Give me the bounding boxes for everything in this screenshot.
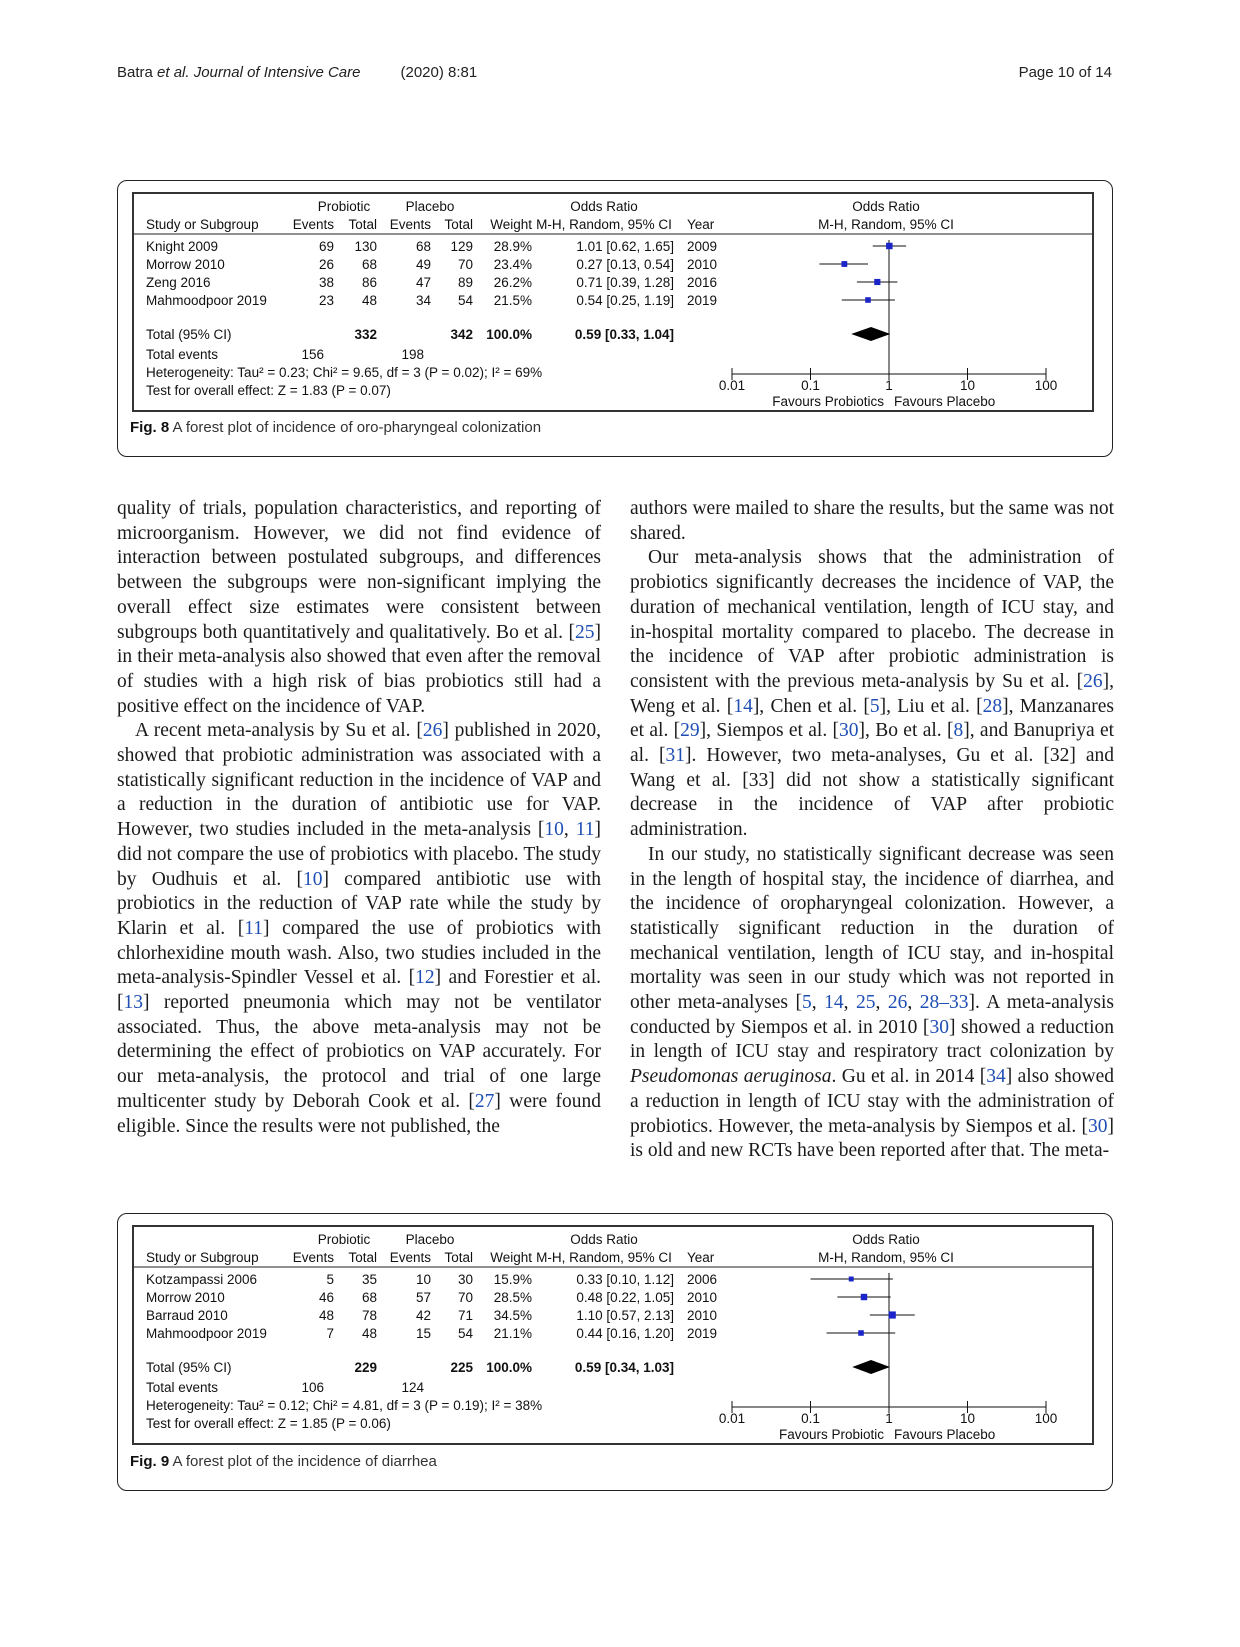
text-run: authors were mailed to share the results, but the same was not shared. <box>630 498 1114 544</box>
italic-text: Pseudomonas aeruginosa <box>630 1066 832 1088</box>
header-probiotic: Probiotic <box>317 1232 371 1247</box>
header-etal: et al. <box>152 64 190 81</box>
citation-link[interactable]: 30 <box>1088 1115 1108 1137</box>
figure-9-caption <box>130 1453 437 1470</box>
text-run: ], Liu et al. [ <box>879 695 983 717</box>
probiotic-events: 7 <box>326 1326 334 1341</box>
total-events-label: Total events <box>146 347 219 362</box>
citation-link[interactable]: 11 <box>244 917 264 939</box>
body-column-right <box>630 497 1114 1164</box>
placebo-total: 71 <box>457 1308 473 1323</box>
probiotic-total: 130 <box>354 239 377 254</box>
study-odds-ratio-ci: 0.33 [0.10, 1.12] <box>576 1272 674 1287</box>
header-method-plot: M-H, Random, 95% CI <box>818 1250 954 1265</box>
citation-link[interactable]: 11 <box>575 819 595 841</box>
study-odds-ratio-ci: 0.44 [0.16, 1.20] <box>576 1326 674 1341</box>
header-study: Study or Subgroup <box>146 1250 259 1265</box>
study-weight: 34.5% <box>493 1308 532 1323</box>
citation-link[interactable]: 13 <box>123 992 143 1014</box>
placebo-events: 10 <box>415 1272 431 1287</box>
text-run: ] were found eligible. Since the results were not published, the <box>117 1090 601 1137</box>
citation-link[interactable]: 30 <box>929 1016 949 1038</box>
study-odds-ratio-ci: 0.48 [0.22, 1.05] <box>576 1290 674 1305</box>
header-method: M-H, Random, 95% CI <box>536 1250 672 1265</box>
study-weight: 21.1% <box>493 1326 532 1341</box>
study-name: Knight 2009 <box>146 239 219 254</box>
forest-plot-svg-fig8 <box>134 194 1092 410</box>
placebo-events: 15 <box>415 1326 431 1341</box>
placebo-total: 54 <box>457 1326 473 1341</box>
study-odds-ratio-ci: 0.71 [0.39, 1.28] <box>576 275 674 290</box>
x-axis-tick-label: 1 <box>885 1411 893 1426</box>
favours-probiotic-label: Favours Probiotics <box>772 394 884 409</box>
study-year: 2010 <box>687 257 718 272</box>
citation-link[interactable]: 26 <box>1083 670 1103 692</box>
figure-9 <box>117 1213 1113 1491</box>
effect-size-marker <box>874 279 880 285</box>
text-run: In our study, no statistically significant decrease was seen in the length of hospital stay, the incidence of diarrhea, and the incidence of oropharyngeal colonization. However, a statistically significant reduction in the duration of mechanical ventilation, length of ICU stay, and in-hospital mortality was seen in our study which was not reported in other meta-analyses [ <box>630 843 1114 1014</box>
total-label: Total (95% CI) <box>146 327 232 342</box>
study-year: 2006 <box>687 1272 718 1287</box>
x-axis-tick-label: 10 <box>959 1411 976 1426</box>
text-run: ], Chen et al. [ <box>752 695 870 717</box>
x-axis-tick-label: 10 <box>959 378 976 393</box>
total-probiotic: 229 <box>354 1360 377 1375</box>
citation-link[interactable]: 30 <box>839 720 859 742</box>
header-events-1: Events <box>292 1250 334 1265</box>
citation-link[interactable]: 26 <box>422 720 443 742</box>
text-run: ] published in 2020, showed that probiotic administration was associated with a statistically significant reduction in the incidence of VAP and a reduction in the duration of antibiotic use for VAP. However, two studies included in the meta-analysis [ <box>117 720 601 841</box>
header-odds-ratio-plot: Odds Ratio <box>852 1232 920 1247</box>
total-events-probiotic: 106 <box>301 1380 324 1395</box>
placebo-total: 70 <box>457 257 473 272</box>
text-run: quality of trials, population characteristics, and reporting of microorganism. However, we did not find evidence of interaction between postulated subgroups, and differences between the subgroups were non-significant implying the overall effect size estimates were consistent between subgroups both quantitatively and qualitatively. Bo et al. [ <box>117 498 601 643</box>
pooled-effect-diamond <box>851 327 890 341</box>
study-name: Mahmoodpoor 2019 <box>146 1326 267 1341</box>
citation-link[interactable]: 10 <box>302 868 323 890</box>
header-total-2: Total <box>444 217 473 232</box>
citation-link[interactable]: 28–33 <box>919 992 969 1014</box>
text-run: , <box>875 992 888 1014</box>
probiotic-total: 86 <box>361 275 377 290</box>
text-run: , <box>843 992 857 1014</box>
text-run: ], Weng et al. [ <box>630 670 1114 717</box>
header-placebo: Placebo <box>405 1232 455 1247</box>
study-name: Kotzampassi 2006 <box>146 1272 258 1287</box>
header-total-2: Total <box>444 1250 473 1265</box>
figure-9-caption-text: A forest plot of the incidence of diarrhea <box>169 1453 437 1470</box>
favours-probiotic-label: Favours Probiotic <box>778 1427 884 1442</box>
x-axis-tick-label: 100 <box>1034 378 1058 393</box>
effect-size-marker <box>841 261 847 267</box>
header-events-2: Events <box>389 217 431 232</box>
placebo-events: 68 <box>415 239 431 254</box>
probiotic-events: 48 <box>318 1308 334 1323</box>
x-axis-tick-label: 0.01 <box>718 1411 746 1426</box>
placebo-events: 49 <box>415 257 431 272</box>
placebo-total: 30 <box>457 1272 473 1287</box>
running-header <box>117 64 477 81</box>
citation-link[interactable]: 14 <box>733 695 753 717</box>
header-method-plot: M-H, Random, 95% CI <box>818 217 954 232</box>
header-odds-ratio: Odds Ratio <box>570 199 638 214</box>
citation-link[interactable]: 8 <box>953 720 964 742</box>
citation-link[interactable]: 31 <box>665 745 685 767</box>
study-year: 2010 <box>687 1308 718 1323</box>
citation-link[interactable]: 28 <box>982 695 1003 717</box>
x-axis-tick-label: 100 <box>1034 1411 1058 1426</box>
placebo-events: 57 <box>415 1290 431 1305</box>
probiotic-total: 68 <box>361 1290 377 1305</box>
study-name: Barraud 2010 <box>146 1308 228 1323</box>
probiotic-events: 5 <box>326 1272 334 1287</box>
overall-effect-test: Test for overall effect: Z = 1.83 (P = 0.07) <box>146 383 391 398</box>
text-run: ] in their meta-analysis also showed that even after the removal of studies with a high risk of bias probiotics still had a positive effect on the incidence of VAP. <box>117 621 601 717</box>
heterogeneity-statistic: Heterogeneity: Tau² = 0.23; Chi² = 9.65, df = 3 (P = 0.02); I² = 69% <box>146 365 543 380</box>
header-probiotic: Probiotic <box>317 199 371 214</box>
total-label: Total (95% CI) <box>146 1360 232 1375</box>
citation-link[interactable]: 25 <box>575 621 595 643</box>
header-journal: Journal of Intensive Care <box>189 64 361 81</box>
text-run: ] compared the use of probiotics with chlorhexidine mouth wash. Also, two studies included in the meta-analysis-Spindler Vessel et al. [ <box>117 917 601 989</box>
x-axis-tick-label: 0.1 <box>801 378 820 393</box>
probiotic-total: 35 <box>361 1272 377 1287</box>
total-events-placebo: 124 <box>401 1380 424 1395</box>
text-run: ] did not compare the use of probiotics with placebo. The study by Oudhuis et al. [ <box>117 819 602 890</box>
x-axis-tick-label: 0.01 <box>718 378 746 393</box>
header-odds-ratio: Odds Ratio <box>570 1232 638 1247</box>
study-name: Mahmoodpoor 2019 <box>146 293 267 308</box>
effect-size-marker <box>865 297 871 303</box>
left-paragraph-2 <box>117 719 601 1139</box>
study-weight: 28.5% <box>493 1290 532 1305</box>
total-weight: 100.0% <box>486 1360 532 1375</box>
study-odds-ratio-ci: 0.54 [0.25, 1.19] <box>576 293 674 308</box>
text-run: ], Bo et al. [ <box>858 720 954 742</box>
total-placebo: 342 <box>450 327 473 342</box>
forest-plot-fig8 <box>132 192 1094 412</box>
text-run: ] compared antibiotic use with probiotics in the reduction of VAP rate while the study by Klarin et al. [ <box>117 868 602 939</box>
total-odds-ratio-ci: 0.59 [0.34, 1.03] <box>574 1360 674 1375</box>
header-method: M-H, Random, 95% CI <box>536 217 672 232</box>
effect-size-marker <box>889 1311 896 1318</box>
text-run: ], and Banupriya et al. [ <box>630 720 1115 767</box>
study-weight: 23.4% <box>493 257 532 272</box>
study-weight: 21.5% <box>493 293 532 308</box>
header-events-1: Events <box>292 217 334 232</box>
placebo-total: 129 <box>450 239 473 254</box>
study-name: Morrow 2010 <box>146 1290 225 1305</box>
total-placebo: 225 <box>450 1360 473 1375</box>
figure-8-caption-text: A forest plot of incidence of oro-pharyngeal colonization <box>169 419 542 436</box>
placebo-events: 47 <box>415 275 431 290</box>
citation-link[interactable]: 34 <box>986 1066 1006 1088</box>
figure-8-caption <box>130 419 541 436</box>
text-run: ] is old and new RCTs have been reported after that. The meta- <box>630 1115 1114 1162</box>
effect-size-marker <box>861 1294 867 1300</box>
header-authors: Batra <box>117 64 153 81</box>
total-events-label: Total events <box>146 1380 219 1395</box>
probiotic-total: 68 <box>361 257 377 272</box>
page-number: Page 10 of 14 <box>1018 64 1112 81</box>
text-run: ]. However, two meta-analyses, Gu et al. [32] and Wang et al. [33] did not show a statistically significant decrease in the incidence of VAP after probiotic administration. <box>630 745 1114 841</box>
citation-link[interactable]: 10 <box>544 819 564 841</box>
text-run: . Gu et al. in 2014 [ <box>831 1066 987 1088</box>
citation-link[interactable]: 27 <box>474 1090 495 1112</box>
effect-size-marker <box>849 1277 854 1282</box>
forest-plot-fig9 <box>132 1225 1094 1445</box>
text-run: Our meta-analysis shows that the administration of probiotics significantly decreases the incidence of VAP, the duration of mechanical ventilation, length of ICU stay, and in-hospital mortality compared to placebo. The decrease in the incidence of VAP after probiotic administration is consistent with the previous meta-analysis by Su et al. [ <box>630 547 1114 692</box>
header-year: Year <box>687 1250 715 1265</box>
heterogeneity-statistic: Heterogeneity: Tau² = 0.12; Chi² = 4.81, df = 3 (P = 0.19); I² = 38% <box>146 1398 543 1413</box>
citation-link[interactable]: 26 <box>887 992 908 1014</box>
text-run: ] reported pneumonia which may not be ventilator associated. Thus, the above meta-analysis may not be determining the effect of probiotics on VAP accurately. For our meta-analysis, the protocol and trial of one large multicenter study by Deborah Cook et al. [ <box>117 992 601 1112</box>
study-year: 2019 <box>687 1326 718 1341</box>
placebo-total: 54 <box>457 293 473 308</box>
left-paragraph-1 <box>117 497 601 719</box>
text-run: ] also showed a reduction in length of ICU stay with the administration of probiotics. However, the meta-analysis by Siempos et al. [ <box>630 1066 1115 1137</box>
text-run: ], Manzanares et al. [ <box>630 695 1114 742</box>
citation-link[interactable]: 29 <box>680 720 700 742</box>
total-events-placebo: 198 <box>401 347 424 362</box>
header-weight: Weight <box>490 217 532 232</box>
right-paragraph-2 <box>630 546 1114 842</box>
x-axis-tick-label: 0.1 <box>801 1411 820 1426</box>
citation-link[interactable]: 5 <box>802 992 812 1014</box>
body-column-left <box>117 497 601 1139</box>
probiotic-events: 69 <box>318 239 334 254</box>
probiotic-total: 48 <box>361 1326 377 1341</box>
study-weight: 15.9% <box>493 1272 532 1287</box>
study-odds-ratio-ci: 0.27 [0.13, 0.54] <box>576 257 674 272</box>
effect-size-marker <box>886 243 892 249</box>
figure-9-label: Fig. 9 <box>130 1453 170 1470</box>
study-odds-ratio-ci: 1.01 [0.62, 1.65] <box>576 239 674 254</box>
header-placebo: Placebo <box>405 199 455 214</box>
header-events-2: Events <box>389 1250 431 1265</box>
probiotic-total: 78 <box>361 1308 377 1323</box>
probiotic-events: 38 <box>318 275 334 290</box>
study-name: Morrow 2010 <box>146 257 225 272</box>
citation-link[interactable]: 25 <box>856 992 876 1014</box>
citation-link[interactable]: 12 <box>415 967 435 989</box>
header-total-1: Total <box>348 1250 377 1265</box>
text-run: , <box>907 992 920 1014</box>
header-total-1: Total <box>348 217 377 232</box>
effect-size-marker <box>858 1330 864 1336</box>
study-year: 2009 <box>687 239 718 254</box>
placebo-total: 89 <box>457 275 473 290</box>
total-weight: 100.0% <box>486 327 532 342</box>
text-run: ], Siempos et al. [ <box>699 720 840 742</box>
text-run: , <box>563 819 576 841</box>
probiotic-events: 26 <box>318 257 334 272</box>
total-events-probiotic: 156 <box>301 347 324 362</box>
text-run: A recent meta-analysis by Su et al. [ <box>135 720 423 742</box>
header-odds-ratio-plot: Odds Ratio <box>852 199 920 214</box>
probiotic-events: 46 <box>318 1290 334 1305</box>
probiotic-total: 48 <box>361 293 377 308</box>
study-year: 2016 <box>687 275 718 290</box>
figure-8-label: Fig. 8 <box>130 419 170 436</box>
probiotic-events: 23 <box>318 293 334 308</box>
figure-8 <box>117 180 1113 457</box>
placebo-events: 34 <box>415 293 431 308</box>
overall-effect-test: Test for overall effect: Z = 1.85 (P = 0.06) <box>146 1416 391 1431</box>
study-year: 2019 <box>687 293 718 308</box>
text-run: , <box>811 992 825 1014</box>
placebo-total: 70 <box>457 1290 473 1305</box>
text-run: ]. A meta-analysis conducted by Siempos et al. in 2010 [ <box>630 992 1115 1038</box>
right-paragraph-3 <box>630 843 1114 1164</box>
citation-link[interactable]: 14 <box>824 992 844 1014</box>
study-year: 2010 <box>687 1290 718 1305</box>
total-probiotic: 332 <box>354 327 377 342</box>
text-run: ] and Forestier et al. [ <box>117 967 601 1014</box>
forest-plot-svg-fig9 <box>134 1227 1092 1443</box>
placebo-events: 42 <box>415 1308 431 1323</box>
study-odds-ratio-ci: 1.10 [0.57, 2.13] <box>576 1308 674 1323</box>
header-year-volume: (2020) 8:81 <box>400 64 478 81</box>
header-study: Study or Subgroup <box>146 217 259 232</box>
right-paragraph-1 <box>630 497 1114 546</box>
pooled-effect-diamond <box>852 1360 890 1374</box>
header-weight: Weight <box>490 1250 532 1265</box>
favours-placebo-label: Favours Placebo <box>894 1427 996 1442</box>
study-weight: 26.2% <box>493 275 532 290</box>
x-axis-tick-label: 1 <box>885 378 893 393</box>
text-run: ] showed a reduction in length of ICU stay and respiratory tract colonization by <box>630 1016 1114 1063</box>
study-name: Zeng 2016 <box>146 275 211 290</box>
citation-link[interactable]: 5 <box>869 695 880 717</box>
study-weight: 28.9% <box>493 239 532 254</box>
header-year: Year <box>687 217 715 232</box>
favours-placebo-label: Favours Placebo <box>894 394 996 409</box>
total-odds-ratio-ci: 0.59 [0.33, 1.04] <box>574 327 674 342</box>
